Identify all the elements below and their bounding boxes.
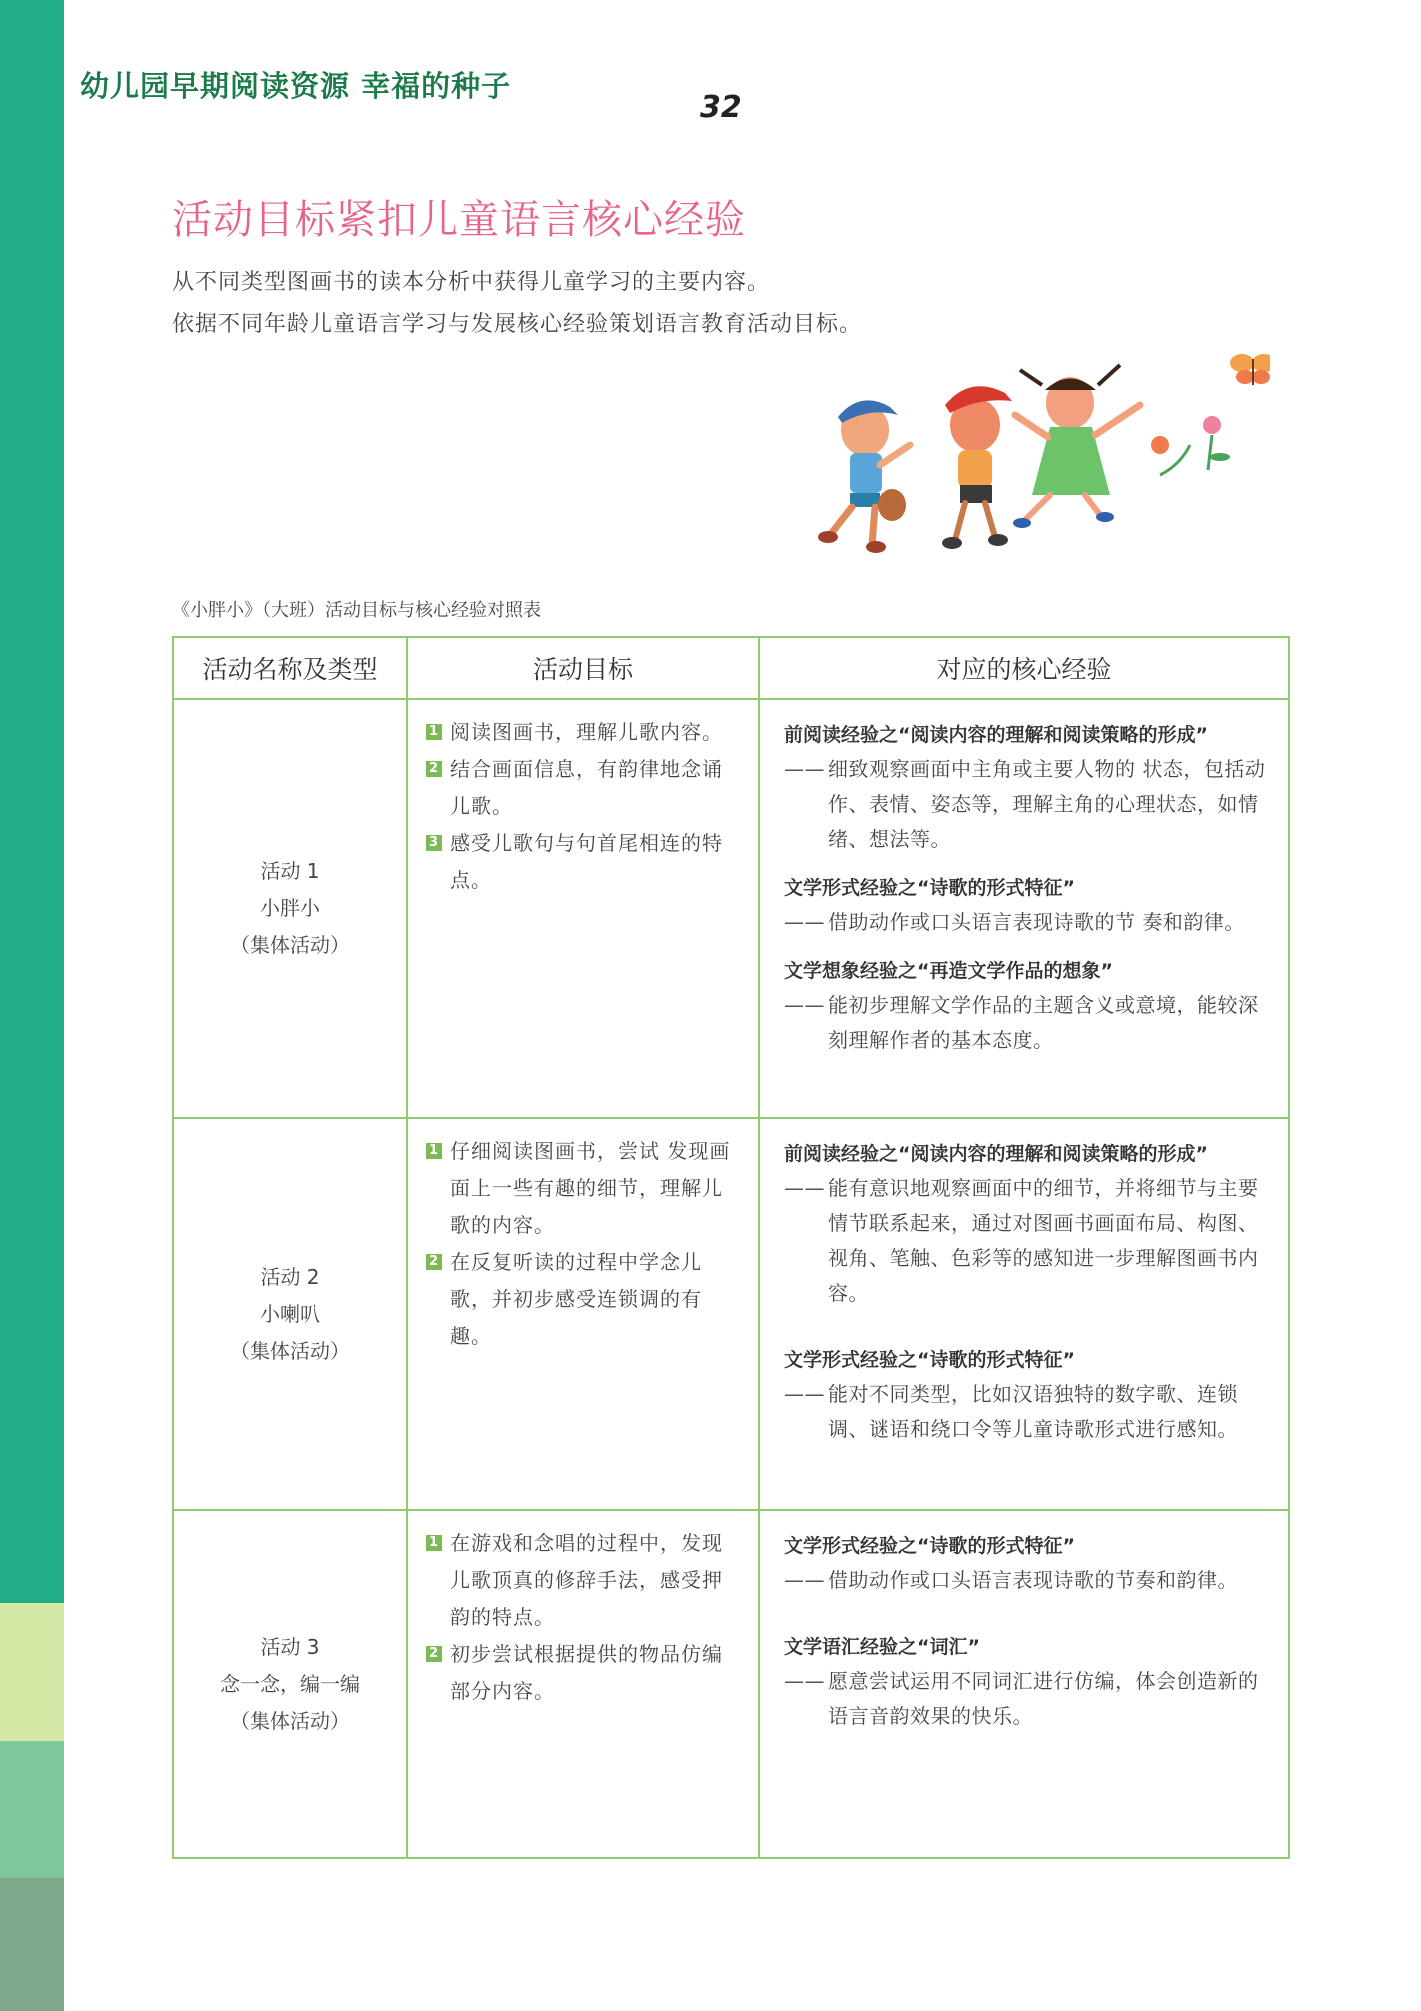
goal-text: 阅读图画书，理解儿歌内容。 (450, 720, 723, 744)
activity-goals-cell (407, 699, 759, 1118)
core-experience-cell (759, 1118, 1289, 1510)
experience-text: 能有意识地观察画面中的细节，并将细节与主要情节联系起来，通过对图画书画面布局、构图、视角、笔触、色彩等的感知进一步理解图画书内容。 (828, 1176, 1259, 1305)
left-color-bar (0, 0, 64, 2011)
activity-goals-cell (407, 1118, 759, 1510)
intro-line: 从不同类型图画书的读本分析中获得儿童学习的主要内容。 (172, 270, 771, 295)
intro-line: 依据不同年龄儿童语言学习与发展核心经验策划语言教育活动目标。 (172, 312, 863, 337)
activity-type: （集体活动） (230, 933, 350, 957)
core-experience-cell (759, 699, 1289, 1118)
activity-name-cell (173, 1510, 407, 1858)
dash-marker: —— (784, 910, 825, 934)
goal-number-badge: 2 (426, 761, 442, 777)
section-heading: 活动目标紧扣儿童语言核心经验 (172, 197, 746, 243)
dash-marker: —— (784, 993, 825, 1017)
experience-item (784, 988, 1270, 1058)
goal-text: 初步尝试根据提供的物品仿编部分内容。 (450, 1642, 723, 1703)
experience-heading: 文学形式经验之“诗歌的形式特征” (784, 1535, 1075, 1557)
activity-type: （集体活动） (230, 1708, 350, 1733)
table-header-row (173, 637, 1289, 699)
comparison-table (172, 636, 1290, 1859)
children-illustration (780, 345, 1270, 560)
table-row (173, 699, 1289, 1118)
column-header: 活动名称及类型 (173, 637, 407, 699)
goal-text: 在游戏和念唱的过程中，发现儿歌顶真的修辞手法，感受押韵的特点。 (450, 1531, 723, 1629)
activity-number: 活动 3 (260, 1634, 320, 1659)
goal-item (426, 714, 740, 751)
flowers (1151, 416, 1230, 475)
activity-number: 活动 1 (260, 859, 320, 883)
column-header: 对应的核心经验 (759, 637, 1289, 699)
experience-text: 借助动作或口头语言表现诗歌的节 奏和韵律。 (828, 910, 1245, 934)
experience-heading: 文学语汇经验之“词汇” (784, 1636, 980, 1658)
goal-item (426, 1525, 740, 1636)
color-bar-segment (0, 0, 64, 1603)
activity-title: 念一念，编一编 (220, 1671, 360, 1696)
table-row (173, 1118, 1289, 1510)
goal-item (426, 1244, 740, 1355)
experience-text: 细致观察画面中主角或主要人物的 状态，包括动作、表情、姿态等，理解主角的心理状态，如情绪、想法等。 (828, 757, 1266, 851)
dash-marker: —— (784, 1176, 825, 1200)
goal-text: 结合画面信息，有韵律地念诵儿歌。 (450, 757, 723, 818)
page-number: 32 (700, 90, 742, 125)
series-title: 幼儿园早期阅读资源 幸福的种子 (80, 69, 512, 103)
experience-heading: 文学想象经验之“再造文学作品的想象” (784, 960, 1113, 982)
goal-number-badge: 2 (426, 1254, 442, 1270)
activity-type: （集体活动） (230, 1338, 350, 1363)
dash-marker: —— (784, 1382, 825, 1406)
table-caption: 《小胖小》（大班）活动目标与核心经验对照表 (172, 600, 541, 621)
goal-number-badge: 3 (426, 835, 442, 851)
spacer (784, 1612, 1270, 1626)
dash-marker: —— (784, 1669, 825, 1693)
butterfly (1230, 354, 1270, 385)
color-bar-segment (0, 1603, 64, 1741)
goal-item (426, 1133, 740, 1244)
goal-number-badge: 2 (426, 1646, 442, 1662)
goal-item (426, 751, 740, 825)
activity-goals-cell (407, 1510, 759, 1858)
experience-text: 愿意尝试运用不同词汇进行仿编，体会创造新的语言音韵效果的快乐。 (828, 1669, 1259, 1728)
activity-number: 活动 2 (260, 1264, 320, 1289)
goal-text: 感受儿歌句与句首尾相连的特点。 (450, 831, 723, 892)
experience-text: 借助动作或口头语言表现诗歌的节奏和韵律。 (828, 1568, 1238, 1592)
experience-item (784, 1664, 1270, 1734)
experience-heading: 文学形式经验之“诗歌的形式特征” (784, 877, 1075, 899)
activity-title: 小胖小 (260, 896, 320, 920)
experience-item (784, 1563, 1270, 1598)
dash-marker: —— (784, 1568, 825, 1592)
goal-text: 在反复听读的过程中学念儿歌，并初步感受连锁调的有趣。 (450, 1250, 702, 1348)
dash-marker: —— (784, 757, 825, 781)
experience-text: 能初步理解文学作品的主题含义或意境，能较深刻理解作者的基本态度。 (828, 993, 1259, 1052)
experience-item (784, 905, 1270, 940)
experience-item (784, 752, 1270, 857)
goal-item (426, 825, 740, 899)
goal-item (426, 1636, 740, 1710)
intro-text (172, 262, 862, 346)
goal-text: 仔细阅读图画书，尝试 发现画面上一些有趣的细节，理解儿歌的内容。 (450, 1139, 731, 1237)
activity-name-cell (173, 699, 407, 1118)
experience-item (784, 1377, 1270, 1447)
child-blue-cap (818, 400, 910, 553)
color-bar-segment (0, 1741, 64, 1878)
activity-title: 小喇叭 (260, 1301, 320, 1326)
goal-number-badge: 1 (426, 1143, 442, 1159)
child-green-dress (1013, 365, 1140, 528)
table-row (173, 1510, 1289, 1858)
goal-number-badge: 1 (426, 724, 442, 740)
column-header: 活动目标 (407, 637, 759, 699)
experience-heading: 前阅读经验之“阅读内容的理解和阅读策略的形成” (784, 1143, 1208, 1165)
child-red-cap (942, 386, 1012, 549)
experience-text: 能对不同类型，比如汉语独特的数字歌、连锁调、谜语和绕口令等儿童诗歌形式进行感知。 (828, 1382, 1238, 1441)
goal-number-badge: 1 (426, 1535, 442, 1551)
experience-heading: 前阅读经验之“阅读内容的理解和阅读策略的形成” (784, 724, 1208, 746)
experience-item (784, 1171, 1270, 1311)
color-bar-segment (0, 1878, 64, 2011)
spacer (784, 1325, 1270, 1339)
core-experience-cell (759, 1510, 1289, 1858)
experience-heading: 文学形式经验之“诗歌的形式特征” (784, 1349, 1075, 1371)
activity-name-cell (173, 1118, 407, 1510)
